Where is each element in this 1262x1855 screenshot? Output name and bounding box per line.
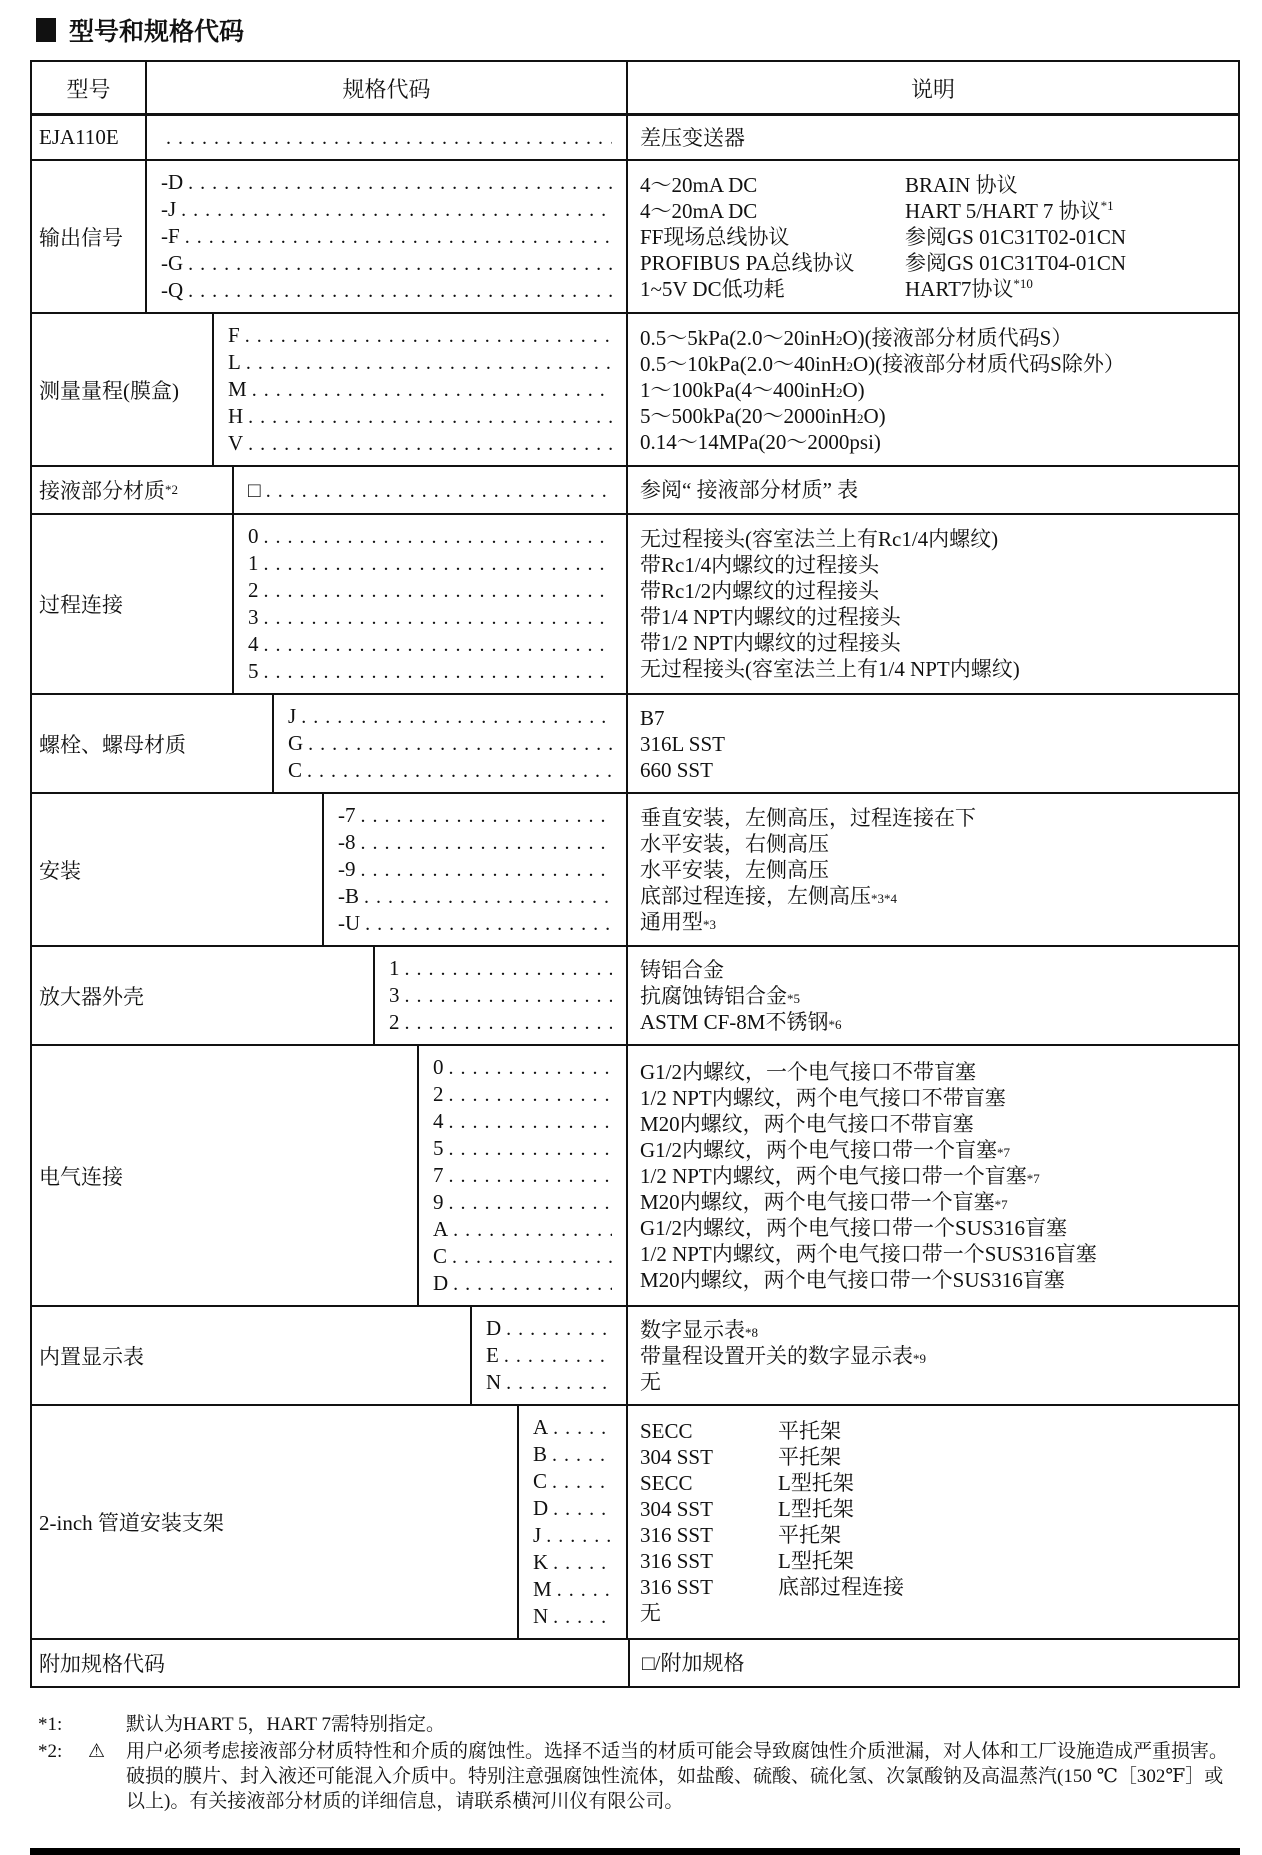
description-detail-text: 平托架	[778, 1445, 841, 1469]
row-label: 附加规格代码	[39, 1652, 165, 1676]
code-line	[433, 1270, 612, 1297]
dot-leader	[449, 1162, 613, 1189]
spec-row-optional-codes	[32, 1638, 1238, 1686]
spec-code: D	[433, 1271, 449, 1295]
header-description: 说明	[626, 62, 1238, 113]
code-line	[288, 730, 612, 757]
dot-leader	[405, 955, 613, 982]
dot-leader	[553, 1603, 612, 1630]
description-line: 5～500kPa(20～2000inH 2 O)	[640, 403, 886, 428]
code-line	[228, 403, 612, 430]
code-line	[248, 604, 612, 631]
description-line: 铸铝合金	[640, 957, 724, 982]
code-cell	[470, 1307, 626, 1404]
spec-row-integral-indicator	[32, 1305, 1238, 1404]
code-cell	[212, 314, 626, 465]
description-line	[640, 1418, 1232, 1444]
description-detail-text: L型托架	[778, 1549, 854, 1573]
spec-row-bolts-nuts-material	[32, 693, 1238, 792]
spec-code: 5	[248, 659, 259, 683]
spec-code: -J	[161, 197, 177, 221]
spec-code: 1	[389, 956, 400, 980]
dot-leader	[188, 169, 612, 196]
dot-leader	[364, 883, 612, 910]
description-text: 4～20mA DC	[640, 198, 758, 223]
code-line	[161, 124, 612, 151]
footnotes	[38, 1712, 1242, 1814]
description-line: 带1/2 NPT内螺纹的过程接头	[640, 631, 901, 655]
description-line: 底部过程连接，左侧高压 *3 *4	[640, 883, 897, 908]
code-line	[533, 1522, 612, 1549]
spec-code: C	[288, 758, 303, 782]
code-line	[533, 1495, 612, 1522]
footnote-2	[38, 1739, 1242, 1814]
description-cell	[626, 695, 1238, 792]
description-cell	[626, 947, 1238, 1044]
warning-icon: ⚠	[88, 1741, 106, 1762]
description-line: B7	[640, 705, 665, 730]
dot-leader	[553, 1414, 612, 1441]
description-cell	[626, 1046, 1238, 1305]
code-cell	[145, 116, 626, 159]
code-line	[338, 856, 612, 883]
description-line: 无	[640, 1369, 661, 1394]
code-line	[248, 658, 612, 685]
dot-leader	[185, 223, 612, 250]
row-label: EJA110E	[39, 125, 119, 149]
dot-leader	[506, 1369, 612, 1396]
code-line	[533, 1414, 612, 1441]
code-line	[533, 1576, 612, 1603]
spec-row-electrical-connection	[32, 1044, 1238, 1305]
spec-code: 1	[248, 551, 259, 575]
description-line	[640, 1470, 1232, 1496]
description-cell	[626, 161, 1238, 312]
section-title-text: 型号和规格代码	[69, 18, 245, 46]
footnote-text: 用户必须考虑接液部分材质特性和介质的腐蚀性。选择不适当的材质可能会导致腐蚀性介质泄漏，对人体和工厂设施造成严重损害。破损的膜片、封入液还可能混入介质中。特别注意强腐蚀性流体，如盐酸、硫酸、硫化氢、次氯酸钠及高温蒸汽(150 ℃［302℉］或以上)。有关接液部分材质的详细信息，请联系横河川仪有限公司。	[126, 1741, 1229, 1812]
code-cell	[517, 1406, 626, 1638]
spec-code: V	[228, 431, 244, 455]
spec-code: -G	[161, 251, 184, 275]
description-line: 带1/4 NPT内螺纹的过程接头	[640, 605, 901, 629]
spec-code: 2	[389, 1010, 400, 1034]
code-line	[389, 955, 612, 982]
description-detail-text: HART 5/HART 7 协议$^{*1}$	[905, 197, 1114, 223]
description-line: 数字显示表 *8	[640, 1317, 758, 1342]
description-cell	[626, 1406, 1238, 1638]
description-line	[640, 1496, 1232, 1522]
dot-leader	[449, 1135, 613, 1162]
row-label: 电气连接	[39, 1164, 123, 1189]
dot-leader	[181, 196, 612, 223]
description-text: SECC	[640, 1419, 693, 1443]
spec-code: M	[533, 1577, 552, 1601]
dot-leader	[264, 523, 613, 550]
spec-row-amplifier-housing	[32, 945, 1238, 1044]
spec-code: M	[228, 377, 247, 401]
row-label: 螺栓、螺母材质	[39, 732, 186, 757]
spec-code: -8	[338, 830, 356, 854]
code-line	[228, 322, 612, 349]
description-line	[640, 1548, 1232, 1574]
dot-leader	[449, 1108, 613, 1135]
dot-leader	[553, 1495, 612, 1522]
description-line: 抗腐蚀铸铝合金 *5	[640, 983, 800, 1008]
spec-code: K	[533, 1550, 549, 1574]
code-cell	[322, 794, 626, 945]
code-line	[533, 1441, 612, 1468]
code-line	[248, 523, 612, 550]
dot-leader	[365, 910, 612, 937]
description-text: FF现场总线协议	[640, 224, 790, 249]
description-line: 带Rc1/4内螺纹的过程接头	[640, 553, 880, 577]
code-line	[389, 1009, 612, 1036]
code-line	[228, 376, 612, 403]
dot-leader	[308, 730, 612, 757]
description-line: 1/2 NPT内螺纹，两个电气接口带一个SUS316盲塞	[640, 1241, 1097, 1266]
code-line	[486, 1369, 612, 1396]
spec-code: -U	[338, 911, 361, 935]
description-detail-text: HART7协议$^{*10}$	[905, 275, 1033, 301]
code-line	[433, 1054, 612, 1081]
spec-code: J	[533, 1523, 542, 1547]
spec-code: -F	[161, 224, 180, 248]
description-line: ASTM CF-8M不锈钢 *6	[640, 1009, 842, 1034]
description-line	[640, 1574, 1232, 1600]
spec-code: A	[533, 1415, 549, 1439]
spec-code: 7	[433, 1163, 444, 1187]
spec-code: 3	[248, 605, 259, 629]
code-cell	[145, 161, 626, 312]
section-title	[36, 12, 1240, 48]
code-line	[248, 631, 612, 658]
description-detail-text: L型托架	[778, 1497, 854, 1521]
code-line	[161, 250, 612, 277]
code-cell	[232, 467, 626, 513]
spec-code: 4	[248, 632, 259, 656]
code-cell	[373, 947, 626, 1044]
dot-leader	[301, 703, 612, 730]
description-line: 316L SST	[640, 731, 725, 756]
description-cell	[626, 515, 1238, 693]
spec-code: □	[248, 477, 261, 502]
spec-code: 3	[389, 983, 400, 1007]
dot-leader	[307, 757, 612, 784]
dot-leader	[553, 1549, 612, 1576]
footnote-label: *1:	[38, 1714, 63, 1735]
spec-code: C	[533, 1469, 548, 1493]
code-line	[433, 1081, 612, 1108]
description-line: 0.14～14MPa(20～2000psi)	[640, 429, 881, 454]
spec-code: N	[533, 1604, 549, 1628]
description-detail-text: 平托架	[778, 1419, 841, 1443]
black-square-icon	[36, 18, 56, 42]
dot-leader	[248, 430, 612, 457]
code-line	[433, 1135, 612, 1162]
dot-leader	[361, 856, 613, 883]
dot-leader	[506, 1315, 612, 1342]
dot-leader	[405, 1009, 613, 1036]
description-text: 4～20mA DC	[640, 172, 758, 197]
description-line: G1/2内螺纹，两个电气接口带一个SUS316盲塞	[640, 1215, 1068, 1240]
dot-leader	[361, 802, 613, 829]
spec-code: -D	[161, 170, 184, 194]
code-cell	[272, 695, 626, 792]
description-line: 1/2 NPT内螺纹，两个电气接口带一个盲塞 *7	[640, 1163, 1040, 1188]
description-cell	[626, 116, 1238, 159]
dot-leader	[504, 1342, 612, 1369]
spec-code: N	[486, 1370, 502, 1394]
description-line: 1～100kPa(4～400inH 2 O)	[640, 377, 865, 402]
dot-leader	[452, 1243, 612, 1270]
description-line: 带量程设置开关的数字显示表 *9	[640, 1343, 926, 1368]
description-line: 水平安装，右侧高压	[640, 831, 829, 856]
description-line: M20内螺纹，两个电气接口带一个盲塞 *7	[640, 1189, 1008, 1214]
code-cell	[417, 1046, 626, 1305]
dot-leader	[453, 1270, 612, 1297]
code-cell	[232, 515, 626, 693]
description-line: 参阅“ 接液部分材质” 表	[640, 478, 859, 502]
dot-leader	[264, 631, 613, 658]
description-line: G1/2内螺纹，两个电气接口带一个盲塞 *7	[640, 1137, 1010, 1162]
code-line	[433, 1216, 612, 1243]
dot-leader	[453, 1216, 612, 1243]
code-line	[533, 1468, 612, 1495]
model-spec-code-table	[30, 60, 1240, 1688]
dot-leader	[248, 403, 612, 430]
dot-leader	[264, 658, 613, 685]
dot-leader	[449, 1189, 613, 1216]
footnote-label: *2:	[38, 1741, 63, 1762]
header-model: 型号	[66, 77, 111, 102]
dot-leader	[449, 1054, 613, 1081]
description-cell	[626, 794, 1238, 945]
spec-code: 5	[433, 1136, 444, 1160]
dot-leader	[552, 1441, 612, 1468]
description-detail-text: 参阅GS 01C31T02-01CN	[905, 224, 1127, 249]
bottom-rule	[30, 1848, 1240, 1855]
code-line	[338, 910, 612, 937]
description-line	[640, 172, 1232, 198]
spec-code: D	[486, 1316, 502, 1340]
description-line	[640, 198, 1232, 224]
spec-code: C	[433, 1244, 448, 1268]
code-line	[533, 1549, 612, 1576]
description-line	[640, 1522, 1232, 1548]
spec-code: L	[228, 350, 241, 374]
spec-code: -B	[338, 884, 359, 908]
spec-code: E	[486, 1343, 499, 1367]
spec-code: 4	[433, 1109, 444, 1133]
description-detail-text: BRAIN 协议	[905, 172, 1018, 197]
description-line	[640, 1600, 1232, 1626]
dot-leader	[264, 604, 613, 631]
code-line	[486, 1342, 612, 1369]
dot-leader	[266, 477, 612, 504]
description-line: M20内螺纹，两个电气接口不带盲塞	[640, 1111, 974, 1136]
dot-leader	[246, 349, 612, 376]
header-spec-code: 规格代码	[145, 62, 626, 113]
description-detail-text: 参阅GS 01C31T04-01CN	[905, 250, 1127, 275]
dot-leader	[557, 1576, 612, 1603]
spec-code: 2	[248, 578, 259, 602]
description-line	[640, 250, 1232, 276]
description-line: 水平安装，左侧高压	[640, 857, 829, 882]
dot-leader	[188, 277, 612, 304]
spec-code: -9	[338, 857, 356, 881]
code-line	[288, 703, 612, 730]
row-label: 放大器外壳	[39, 984, 144, 1009]
spec-code: 2	[433, 1082, 444, 1106]
dot-leader	[264, 577, 613, 604]
code-line	[248, 550, 612, 577]
description-line: 1/2 NPT内螺纹，两个电气接口不带盲塞	[640, 1085, 1006, 1110]
dot-leader	[405, 982, 613, 1009]
description-text: 316 SST	[640, 1549, 713, 1573]
code-line	[228, 430, 612, 457]
description-cell	[626, 1307, 1238, 1404]
description-text: 304 SST	[640, 1445, 713, 1469]
description-line: G1/2内螺纹，一个电气接口不带盲塞	[640, 1059, 976, 1084]
description-detail-text: 底部过程连接	[778, 1575, 904, 1599]
code-line	[433, 1108, 612, 1135]
dot-leader	[361, 829, 613, 856]
description-line: 差压变送器	[640, 125, 745, 150]
code-line	[248, 577, 612, 604]
spec-row-wetted-parts-material	[32, 465, 1238, 513]
spec-code: 0	[248, 524, 259, 548]
spec-code: -Q	[161, 278, 184, 302]
description-line: 无过程接头(容室法兰上有Rc1/4内螺纹)	[640, 527, 999, 551]
spec-row-installation	[32, 792, 1238, 945]
description-cell	[626, 467, 1238, 513]
code-line	[338, 829, 612, 856]
code-line	[288, 757, 612, 784]
description-text: 1~5V DC低功耗	[640, 276, 785, 301]
description-detail-text: L型托架	[778, 1471, 854, 1495]
description-text: PROFIBUS PA总线协议	[640, 250, 855, 275]
table-header-row	[32, 62, 1238, 114]
spec-row-process-connections	[32, 513, 1238, 693]
code-line	[338, 802, 612, 829]
row-label: 过程连接	[39, 593, 123, 617]
dot-leader	[252, 376, 612, 403]
spec-code: H	[228, 404, 244, 428]
spec-code: D	[533, 1496, 549, 1520]
spec-code: F	[228, 323, 240, 347]
description-line: 通用型 *3	[640, 909, 716, 934]
spec-code: 9	[433, 1190, 444, 1214]
spec-code: G	[288, 731, 304, 755]
code-line	[389, 982, 612, 1009]
spec-code: A	[433, 1217, 449, 1241]
spec-code: 0	[433, 1055, 444, 1079]
description-line: □/附加规格	[642, 1651, 745, 1675]
code-line	[433, 1162, 612, 1189]
dot-leader	[449, 1081, 613, 1108]
code-line	[161, 169, 612, 196]
description-text: SECC	[640, 1471, 693, 1495]
description-text: 304 SST	[640, 1497, 713, 1521]
code-line	[248, 477, 612, 504]
footnote-1	[38, 1712, 1242, 1737]
description-line: 无过程接头(容室法兰上有1/4 NPT内螺纹)	[640, 657, 1020, 681]
description-line: 垂直安装，左侧高压，过程连接在下	[640, 805, 976, 830]
spec-row-output-signal	[32, 159, 1238, 312]
code-line	[486, 1315, 612, 1342]
dot-leader	[546, 1522, 612, 1549]
footnote-text: 默认为HART 5，HART 7需特别指定。	[126, 1714, 445, 1735]
dot-leader	[166, 124, 612, 151]
description-line	[640, 276, 1232, 302]
code-line	[338, 883, 612, 910]
description-text: 316 SST	[640, 1523, 713, 1547]
description-line: 带Rc1/2内螺纹的过程接头	[640, 579, 880, 603]
spec-code: -7	[338, 803, 356, 827]
description-line: 660 SST	[640, 757, 713, 782]
row-label: 安装	[39, 858, 81, 883]
row-label: 输出信号	[39, 225, 123, 250]
description-text: 无	[640, 1601, 661, 1625]
description-cell	[628, 1640, 1240, 1686]
code-line	[161, 277, 612, 304]
description-detail-text: 平托架	[778, 1523, 841, 1547]
row-label: 接液部分材质 *2	[39, 479, 178, 503]
code-line	[433, 1243, 612, 1270]
code-line	[161, 196, 612, 223]
spec-row-mounting-bracket	[32, 1404, 1238, 1638]
code-line	[228, 349, 612, 376]
description-line: 0.5～5kPa(2.0～20inH 2 O)(接液部分材质代码S）	[640, 325, 1073, 350]
description-line: M20内螺纹，两个电气接口带一个SUS316盲塞	[640, 1267, 1065, 1292]
spec-row-model	[32, 114, 1238, 159]
spec-code: J	[288, 704, 297, 728]
spec-code: B	[533, 1442, 548, 1466]
spec-row-measurement-span	[32, 312, 1238, 465]
description-line	[640, 224, 1232, 250]
description-text: 316 SST	[640, 1575, 713, 1599]
row-label: 2-inch 管道安装支架	[39, 1511, 224, 1535]
row-label: 测量量程(膜盒)	[39, 378, 179, 403]
description-cell	[626, 314, 1238, 465]
dot-leader	[188, 250, 612, 277]
dot-leader	[264, 550, 613, 577]
code-line	[433, 1189, 612, 1216]
code-line	[533, 1603, 612, 1630]
dot-leader	[245, 322, 612, 349]
description-line: 0.5～10kPa(2.0～40inH 2 O)(接液部分材质代码S除外）	[640, 351, 1125, 376]
dot-leader	[552, 1468, 612, 1495]
code-line	[161, 223, 612, 250]
row-label: 内置显示表	[39, 1344, 144, 1369]
description-line	[640, 1444, 1232, 1470]
